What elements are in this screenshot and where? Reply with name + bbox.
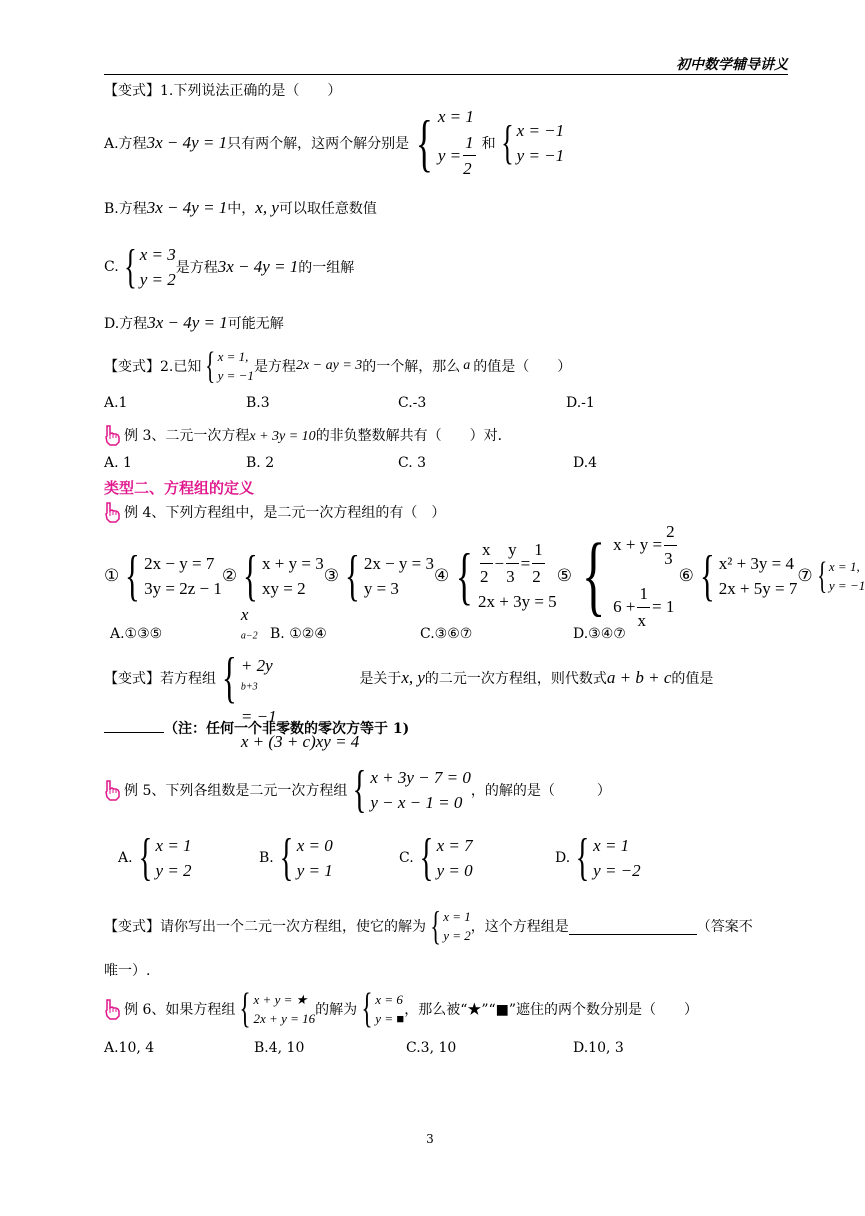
sys-row: x = 7 <box>436 835 473 855</box>
example3-prefix: 例 3、二元一次方程 <box>124 428 250 444</box>
option-b-text: 可以取任意数值 <box>278 201 377 217</box>
variant2-question <box>104 346 571 386</box>
fraction <box>532 537 545 589</box>
sys-row: 2x − y = 7 <box>144 553 215 573</box>
option-a-prefix: A.方程 <box>104 136 147 152</box>
equation: x + 3y = 10 <box>249 429 316 444</box>
equation-system-1: { 2x − y = 7 3y = 2z − 1 <box>125 545 222 607</box>
sys-row: x + y = ★ <box>253 991 308 1007</box>
example6-option: B.4, 10 <box>254 1040 305 1056</box>
sys-row: x = 1 <box>593 835 630 855</box>
fraction <box>664 519 677 571</box>
example4-option: D.③④⑦ <box>573 626 626 642</box>
variant1-option-b <box>104 198 377 218</box>
variant4-question <box>104 904 753 948</box>
variant3-text: 的值是 <box>671 671 714 687</box>
variant2-option: A.1 <box>104 395 128 411</box>
sys-row: x² + 3y = 4 <box>718 553 794 573</box>
header-rule <box>104 74 788 75</box>
option-b-prefix: B.方程 <box>104 201 147 217</box>
term: x <box>240 604 249 624</box>
sys-row: y = 3 <box>363 579 399 598</box>
example4-option: B. ①②④ <box>270 626 327 642</box>
example4-option: A.①③⑤ <box>110 626 163 642</box>
circled-number: ⑥ <box>678 566 694 585</box>
sys-row: x = 1 <box>443 908 471 924</box>
sys-row: x = 3 <box>139 244 176 264</box>
variant3-note: （注：任何一个非零数的零次方等于 1) <box>164 721 410 737</box>
sys-row: x = 1 <box>155 835 192 855</box>
example3-text: 的非负整数解共有（ ）对． <box>315 428 512 444</box>
page-number: 3 <box>426 1132 434 1146</box>
pointing-hand-icon <box>104 501 122 523</box>
equation-system: { x + 3y − 7 = 0 y − x − 1 = 0 <box>352 761 471 818</box>
variant3-text: 的二元一次方程组，则代数式 <box>424 671 607 687</box>
example3-question <box>104 424 512 446</box>
example6-option: A.10, 4 <box>104 1040 155 1056</box>
equation: 2x − ay = 3 <box>295 358 363 373</box>
equation: 3x − 4y = 1 <box>146 198 228 217</box>
variant1-option-a <box>104 107 565 179</box>
variant4-text: ，这个方程组是 <box>470 919 569 935</box>
sys-row <box>613 519 678 571</box>
variant1-option-c <box>104 242 354 292</box>
solution-system: { x = 1 y = 2 <box>430 903 471 948</box>
and-text: 和 <box>481 136 496 152</box>
equation-system: { x $^{a-2}$ + 2y $^{b+3}$ = −1 x + (3 + c)xy = 4 <box>216 602 359 755</box>
sys-row: y = −1 <box>516 146 565 165</box>
example5-prefix: 例 5、下列各组数是二元一次方程组 <box>124 783 348 799</box>
answer-blank[interactable] <box>104 732 164 733</box>
example5-text: ，的解的是（ ） <box>470 783 611 799</box>
circled-number: ⑦ <box>797 566 813 585</box>
equation: 3x − 4y = 1 <box>146 133 228 152</box>
exponent: b+3 <box>240 681 258 693</box>
variant4-text: （答案不 <box>696 919 753 935</box>
sys-row: 2x + 5y = 7 <box>718 579 798 598</box>
numerator: 1 <box>637 581 650 608</box>
sys-row: x + (3 + c)xy = 4 <box>240 732 360 751</box>
sys-row: 2x − y = 3 <box>363 553 435 573</box>
circled-number: ① <box>104 566 120 585</box>
solution-system: { x = 1 y = 2 <box>138 829 192 886</box>
expression: a + b + c <box>606 668 672 687</box>
solution-system-2: { x = −1 y = −1 <box>500 116 565 169</box>
option-label: A. <box>118 850 133 866</box>
equation-system-5: { x + y = $\frac{2}{3}$ 6 + $\frac{1}{x}$ = 1 <box>572 519 679 633</box>
sys-row: 2x + 3y = 5 <box>478 592 557 612</box>
variant2-text: 的一个解，那么 <box>362 359 461 375</box>
pointing-hand-icon <box>104 779 122 801</box>
option-c-text: 的一组解 <box>298 260 355 276</box>
solution-system: { x = 7 y = 0 <box>419 829 473 886</box>
example6-question <box>104 986 698 1032</box>
term: + 2y <box>240 655 273 675</box>
variant4-text-line2: 唯一）. <box>104 963 151 979</box>
sys-row: x = −1 <box>516 120 565 140</box>
sys-row: x = 6 <box>375 991 403 1007</box>
sys-row: y = 1 <box>296 861 333 880</box>
equation-system-6: { x² + 3y = 4 2x + 5y = 7 <box>699 545 798 607</box>
example3-option: B. 2 <box>246 455 275 471</box>
variant2-prefix: 【变式】2.已知 <box>104 359 202 375</box>
option-label: B. <box>259 850 274 866</box>
variant4-prefix: 【变式】请你写出一个二元一次方程组，使它的解为 <box>104 919 426 935</box>
option-d-text: 可能无解 <box>227 316 284 332</box>
fraction <box>506 537 519 589</box>
sys-row: y = 0 <box>436 861 473 880</box>
sys-row: x = 1, <box>828 558 860 574</box>
example4-option: C.③⑥⑦ <box>420 626 473 642</box>
option-b-text: 中， <box>227 201 256 217</box>
sys-row <box>241 602 359 730</box>
circled-number: ⑤ <box>556 566 572 585</box>
variant1-option-d <box>104 313 284 333</box>
section-title: 类型二、方程组的定义 <box>104 479 255 497</box>
sys-row-lhs: y = <box>437 146 462 165</box>
term: = −1 <box>240 706 277 726</box>
sys-row: xy = 2 <box>262 579 306 598</box>
example5-option-a <box>118 829 192 886</box>
sys-row: y = 2 <box>443 928 471 943</box>
numerator: 2 <box>664 519 677 546</box>
solution-system: { x = 1, y = −1 <box>205 345 254 387</box>
pointing-hand-icon <box>104 998 122 1020</box>
variant3-prefix: 【变式】若方程组 <box>104 671 216 687</box>
numerator: 1 <box>532 537 545 564</box>
denominator: 2 <box>463 159 472 179</box>
sys-row-lhs: 6 + <box>613 597 636 617</box>
variant3-text: 是关于 <box>359 671 402 687</box>
option-d-prefix: D.方程 <box>104 316 148 332</box>
sys-row: 2x + y = 16 <box>253 1011 316 1026</box>
variable-a: a <box>463 358 471 373</box>
variant2-option: C.-3 <box>398 395 427 411</box>
variant1-question: 【变式】1.下列说法正确的是（ ） <box>104 83 342 99</box>
variant2-text: 的值是（ ） <box>473 359 572 375</box>
option-c-prefix: C. <box>104 259 119 275</box>
denominator: 2 <box>532 566 541 586</box>
sys-row: y = −2 <box>593 861 641 880</box>
numerator: y <box>506 537 519 564</box>
sys-row: x + 3y − 7 = 0 <box>370 767 471 787</box>
denominator: x <box>637 610 646 630</box>
sys-row: y = ■ <box>375 1011 405 1026</box>
example6-prefix: 例 6、如果方程组 <box>124 1002 236 1018</box>
variant2-option: B.3 <box>246 395 270 411</box>
variables: x, y <box>255 198 279 217</box>
sys-row: x = 1, <box>217 348 249 364</box>
option-label: C. <box>399 850 414 866</box>
example6-text: ，那么被“★”“■”遮住的两个数分别是（ ） <box>404 1002 699 1018</box>
denominator: 3 <box>506 566 515 586</box>
fraction <box>463 130 476 182</box>
equation-system-7: { x = 1, y = −1 <box>816 555 865 597</box>
fraction <box>480 537 493 589</box>
equation-system: { x + y = ★ 2x + y = 16 <box>239 986 316 1032</box>
example5-option-d <box>555 829 641 886</box>
equation: 3x − 4y = 1 <box>147 313 228 332</box>
answer-blank[interactable] <box>569 918 697 935</box>
equation-system-4: { $\frac{x}{2}$ − $\frac{y}{3}$ = $\frac{1}{2}$ 2x + 3y = 5 <box>449 537 556 615</box>
option-c-text: 是方程 <box>175 260 218 276</box>
example6-option: D.10, 3 <box>573 1040 624 1056</box>
page-header: 初中数学辅导讲义 <box>676 57 788 73</box>
option-label: D. <box>555 850 571 866</box>
numerator: x <box>480 537 493 564</box>
circled-number: ④ <box>434 566 450 585</box>
variant2-text: 是方程 <box>253 359 296 375</box>
variables: x, y <box>401 668 425 687</box>
equation: 3x − 4y = 1 <box>217 257 299 276</box>
circled-number: ③ <box>323 566 339 585</box>
sys-row: y = −1 <box>217 368 254 383</box>
sys-row: y − x − 1 = 0 <box>370 793 463 812</box>
solution-system: { x = 3 y = 2 <box>123 240 176 293</box>
sys-row: x = 0 <box>296 835 333 855</box>
numerator: 1 <box>463 130 476 157</box>
equation-system-3: { 2x − y = 3 y = 3 <box>345 545 435 607</box>
example5-option-b <box>259 829 333 886</box>
variant2-option: D.-1 <box>566 395 595 411</box>
pointing-hand-icon <box>104 424 122 446</box>
sys-row: y = 2 <box>139 270 176 289</box>
example3-option: D.4 <box>573 455 598 471</box>
sys-row-lhs: x + y = <box>613 535 663 555</box>
example3-option: C. 3 <box>398 455 427 471</box>
example5-option-c <box>399 829 473 886</box>
variant3-answer-line <box>104 718 409 738</box>
sys-row <box>438 130 478 182</box>
solution-system-1: { x = 1 y = $\frac{1}{2}$ <box>409 104 478 182</box>
sys-row: $\frac{x}{2}$ − $\frac{y}{3}$ = $\frac{1}{2}$ <box>478 537 557 589</box>
sys-row: y = −1 <box>828 578 865 593</box>
fraction <box>637 581 650 633</box>
example5-question <box>104 761 611 818</box>
example4-question <box>104 501 445 523</box>
sys-row: y = 2 <box>155 861 192 880</box>
example6-text: 的解为 <box>315 1002 358 1018</box>
example6-option: C.3, 10 <box>406 1040 457 1056</box>
exponent: a−2 <box>240 630 258 642</box>
solution-system: { x = 1 y = −2 <box>575 829 641 886</box>
circled-number: ② <box>221 566 238 585</box>
solution-system: { x = 6 y = ■ <box>361 986 405 1032</box>
equation-system-2: { x + y = 3 xy = 2 <box>243 545 324 607</box>
sys-row: x = 1 <box>437 107 474 127</box>
denominator: 3 <box>664 548 673 568</box>
example4-text: 例 4、下列方程组中，是二元一次方程组的有（ ） <box>124 505 446 521</box>
option-a-text: 只有两个解，这两个解分别是 <box>227 136 410 152</box>
sys-row-rhs: = 1 <box>651 597 675 617</box>
example3-option: A. 1 <box>104 455 132 471</box>
solution-system: { x = 0 y = 1 <box>279 829 333 886</box>
denominator: 2 <box>480 566 489 586</box>
sys-row: x + y = 3 <box>262 553 324 573</box>
sys-row: 3y = 2z − 1 <box>144 579 222 598</box>
